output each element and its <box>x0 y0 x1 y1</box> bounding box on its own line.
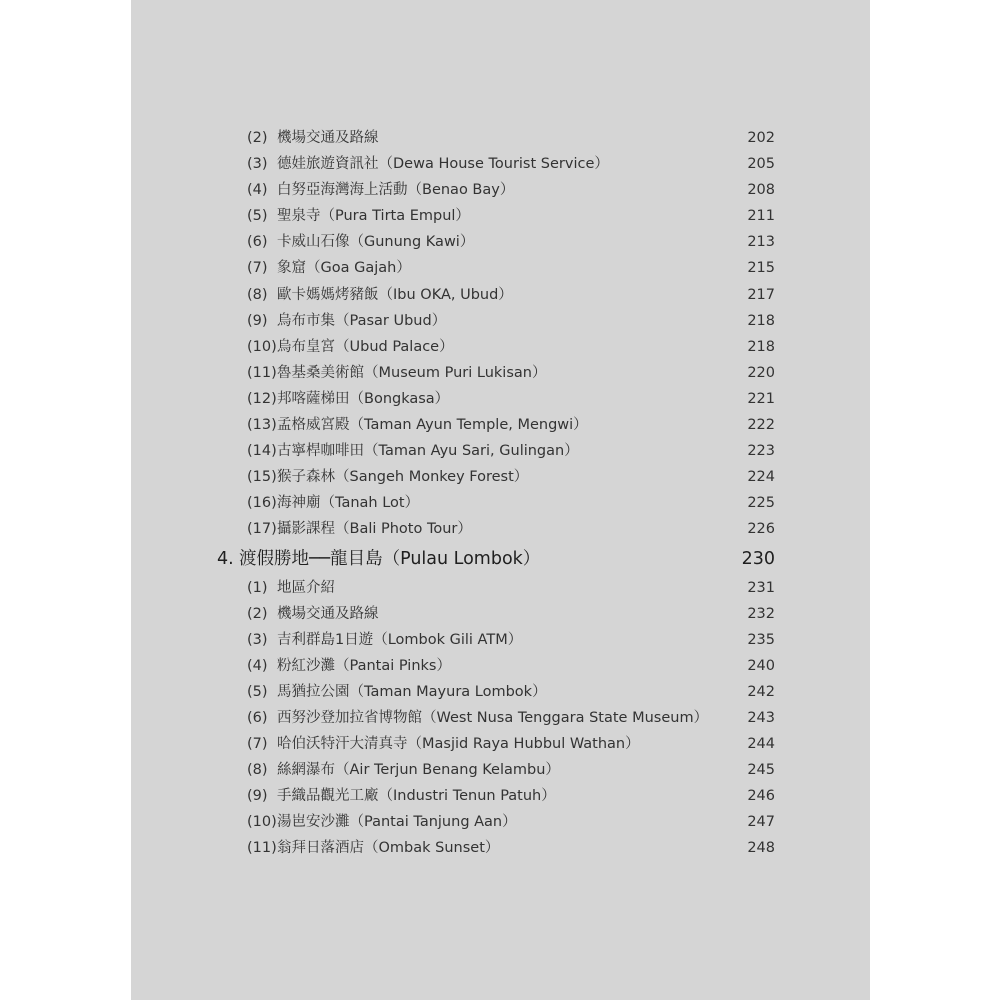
entry-number: (16) <box>247 495 277 512</box>
entry-number: (5) <box>247 208 268 225</box>
section-page: 230 <box>741 548 775 569</box>
entry-title: 絲網瀑布（Air Terjun Benang Kelambu） <box>277 762 560 779</box>
toc-entry[interactable] <box>215 705 775 731</box>
toc-entry[interactable] <box>215 464 775 490</box>
entry-number: (1) <box>247 579 268 596</box>
entry-title: 象窟（Goa Gajah） <box>277 260 411 277</box>
entry-title: 烏布市集（Pasar Ubud） <box>277 312 447 329</box>
entry-number: (7) <box>247 260 268 277</box>
entry-title: 手織品觀光工廠（Industri Tenun Patuh） <box>277 788 556 805</box>
entry-number: (8) <box>247 286 268 303</box>
toc-entry[interactable] <box>215 177 775 203</box>
toc-entry[interactable] <box>215 255 775 281</box>
entry-page: 222 <box>747 417 775 434</box>
entry-title: 歐卡媽媽烤豬飯（Ibu OKA, Ubud） <box>277 286 513 303</box>
entry-number: (4) <box>247 657 268 674</box>
entry-page: 235 <box>747 631 775 648</box>
entry-title: 湯岜安沙灘（Pantai Tanjung Aan） <box>277 814 517 831</box>
toc-entry[interactable] <box>215 757 775 783</box>
entry-page: 248 <box>747 840 775 857</box>
entry-number: (3) <box>247 631 268 648</box>
toc-entry[interactable] <box>215 229 775 255</box>
toc-entry[interactable] <box>215 438 775 464</box>
entry-number: (6) <box>247 234 268 251</box>
entry-page: 244 <box>747 736 775 753</box>
table-of-contents <box>215 125 775 862</box>
entry-page: 225 <box>747 495 775 512</box>
entry-title: 哈伯沃特汗大清真寺（Masjid Raya Hubbul Wathan） <box>277 736 640 753</box>
entry-page: 213 <box>747 234 775 251</box>
entry-title: 孟格威宮殿（Taman Ayun Temple, Mengwi） <box>277 417 588 434</box>
entry-page: 231 <box>747 579 775 596</box>
entry-title: 吉利群島1日遊（Lombok Gili ATM） <box>277 631 523 648</box>
entry-page: 243 <box>747 709 775 726</box>
entry-title: 翁拜日落酒店（Ombak Sunset） <box>277 840 500 857</box>
toc-entry[interactable] <box>215 575 775 601</box>
entry-number: (9) <box>247 788 268 805</box>
toc-entry[interactable] <box>215 125 775 151</box>
entry-title: 馬猶拉公園（Taman Mayura Lombok） <box>277 683 547 700</box>
entry-number: (10) <box>247 338 277 355</box>
entry-number: (12) <box>247 390 277 407</box>
entry-title: 古寧桿咖啡田（Taman Ayu Sari, Gulingan） <box>277 443 579 460</box>
toc-entry[interactable] <box>215 679 775 705</box>
entry-number: (11) <box>247 840 277 857</box>
entry-number: (5) <box>247 683 268 700</box>
entry-number: (7) <box>247 736 268 753</box>
entry-page: 240 <box>747 657 775 674</box>
toc-entry[interactable] <box>215 731 775 757</box>
entry-page: 226 <box>747 521 775 538</box>
entry-title: 邦喀薩梯田（Bongkasa） <box>277 390 450 407</box>
entry-page: 215 <box>747 260 775 277</box>
entry-title: 機場交通及路線 <box>277 605 379 622</box>
entry-title: 粉紅沙灘（Pantai Pinks） <box>277 657 451 674</box>
entry-page: 245 <box>747 762 775 779</box>
entry-number: (11) <box>247 364 277 381</box>
entry-number: (14) <box>247 443 277 460</box>
entry-title: 攝影課程（Bali Photo Tour） <box>277 521 472 538</box>
entry-title: 機場交通及路線 <box>277 130 379 146</box>
toc-entry[interactable] <box>215 627 775 653</box>
entry-number: (9) <box>247 312 268 329</box>
entry-number: (15) <box>247 469 277 486</box>
entry-title: 烏布皇宮（Ubud Palace） <box>277 338 454 355</box>
toc-entry[interactable] <box>215 412 775 438</box>
entry-number: (2) <box>247 605 268 622</box>
entry-page: 247 <box>747 814 775 831</box>
entry-title: 西努沙登加拉省博物館（West Nusa Tenggara State Museum） <box>277 709 709 726</box>
section-number: 4. <box>217 548 234 569</box>
section-title: 渡假勝地──龍目島（Pulau Lombok） <box>239 548 541 569</box>
toc-entry[interactable] <box>215 601 775 627</box>
toc-entry[interactable] <box>215 151 775 177</box>
toc-entry[interactable] <box>215 282 775 308</box>
entry-page: 242 <box>747 683 775 700</box>
entry-page: 224 <box>747 469 775 486</box>
toc-entry[interactable] <box>215 809 775 835</box>
entry-title: 地區介紹 <box>277 579 335 596</box>
entry-number: (17) <box>247 521 277 538</box>
entry-number: (10) <box>247 814 277 831</box>
entry-number: (4) <box>247 182 268 199</box>
entry-title: 卡威山石像（Gunung Kawi） <box>277 234 475 251</box>
entry-title: 魯基桑美術館（Museum Puri Lukisan） <box>277 364 547 381</box>
toc-entry[interactable] <box>215 334 775 360</box>
toc-entry[interactable] <box>215 360 775 386</box>
entry-number: (2) <box>247 130 268 146</box>
entry-title: 猴子森林（Sangeh Monkey Forest） <box>277 469 529 486</box>
entry-page: 223 <box>747 443 775 460</box>
toc-entry[interactable] <box>215 653 775 679</box>
toc-entry[interactable] <box>215 783 775 809</box>
entry-title: 德娃旅遊資訊社（Dewa House Tourist Service） <box>277 156 609 173</box>
entry-page: 211 <box>747 208 775 225</box>
toc-entry[interactable] <box>215 386 775 412</box>
toc-entry[interactable] <box>215 490 775 516</box>
entry-page: 221 <box>747 390 775 407</box>
entry-title: 聖泉寺（Pura Tirta Empul） <box>277 208 470 225</box>
entry-page: 220 <box>747 364 775 381</box>
toc-entry[interactable] <box>215 308 775 334</box>
toc-entry[interactable] <box>215 203 775 229</box>
entry-page: 208 <box>747 182 775 199</box>
toc-section-heading[interactable] <box>215 543 775 575</box>
entry-number: (8) <box>247 762 268 779</box>
entry-page: 218 <box>747 312 775 329</box>
entry-number: (6) <box>247 709 268 726</box>
entry-page: 218 <box>747 338 775 355</box>
entry-page: 232 <box>747 605 775 622</box>
toc-entry[interactable] <box>215 835 775 861</box>
entry-number: (3) <box>247 156 268 173</box>
entry-page: 205 <box>747 156 775 173</box>
entry-page: 217 <box>747 286 775 303</box>
toc-entry[interactable] <box>215 516 775 542</box>
entry-page: 246 <box>747 788 775 805</box>
entry-number: (13) <box>247 417 277 434</box>
entry-title: 白努亞海灣海上活動（Benao Bay） <box>277 182 515 199</box>
entry-page: 202 <box>747 130 775 146</box>
entry-title: 海神廟（Tanah Lot） <box>277 495 420 512</box>
